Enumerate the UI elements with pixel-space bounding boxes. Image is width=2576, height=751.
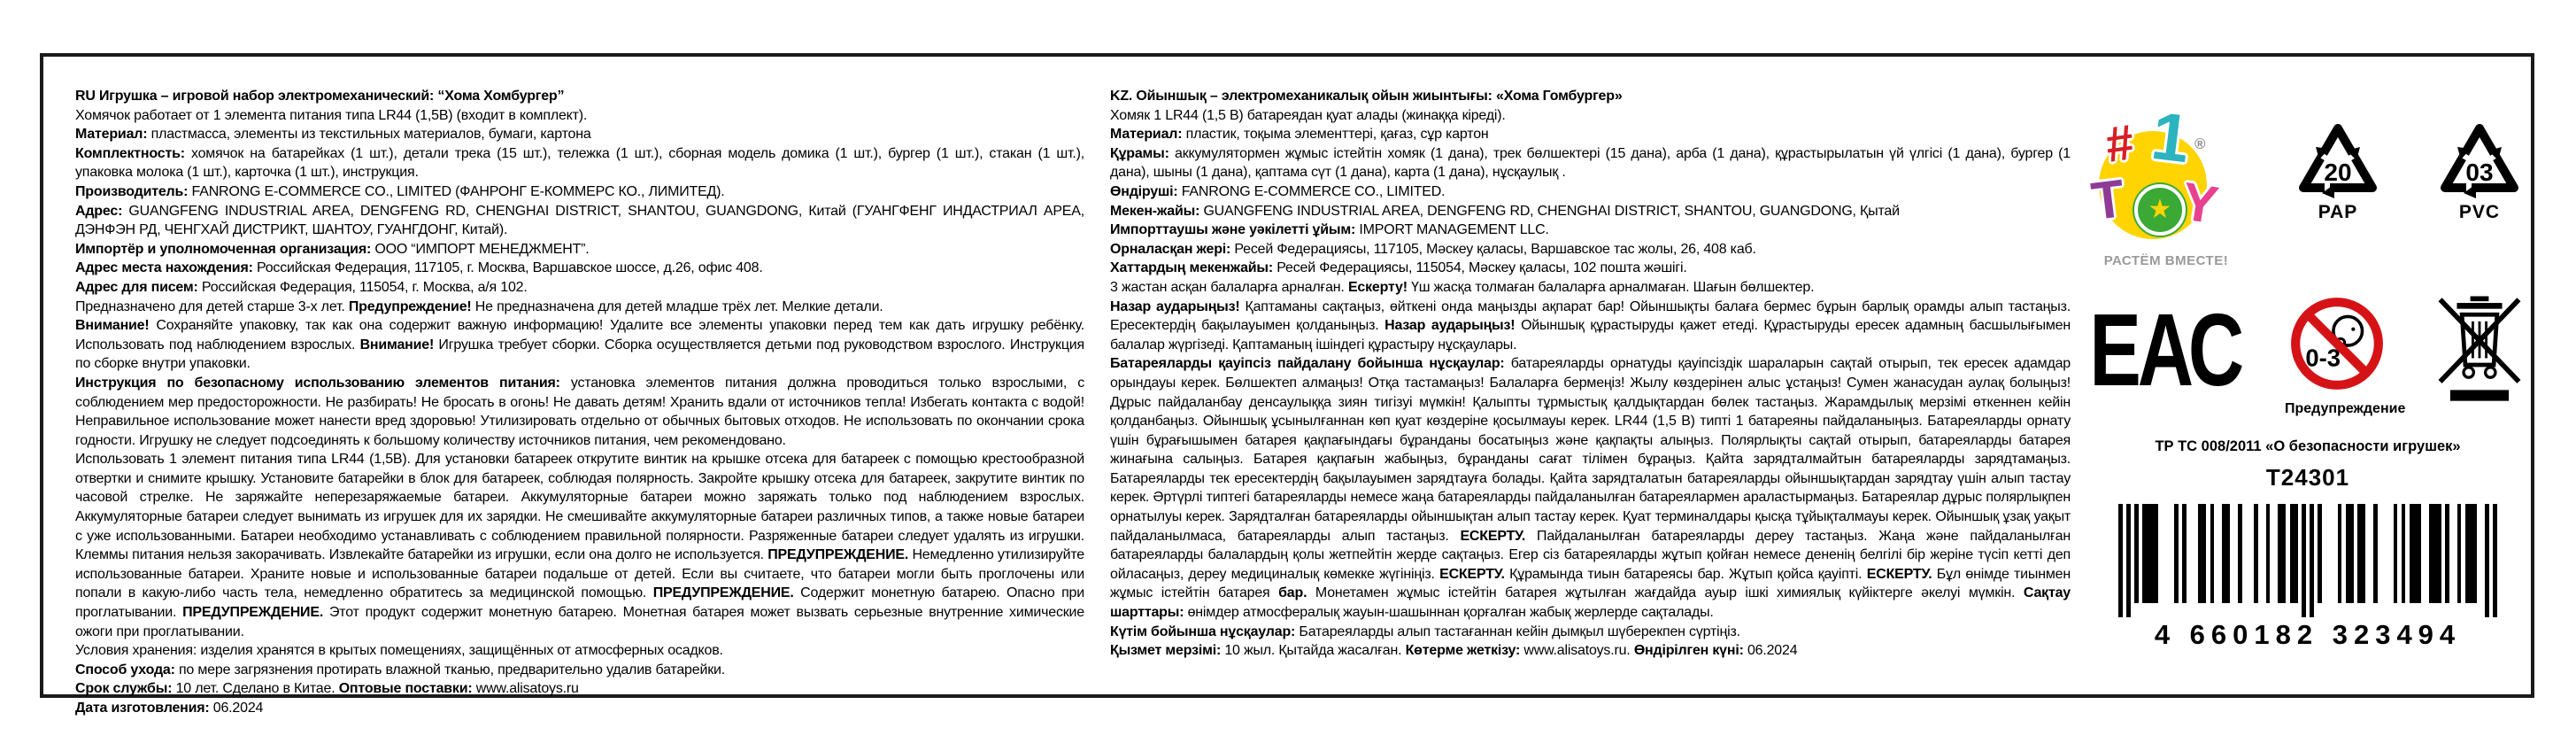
paragraph: Внимание! Сохраняйте упаковку, так как она содержит важную информацию! Удалите все элементы упаковки перед тем как дать игрушку ребёнку. Использовать под наблюдением взрослых. Внимание! Игрушка требует сборки. Сборка осуществляется детьми под руководством взрослого. Инструкция по сборке внутри упаковки. [75,318,1084,372]
logo-letter-t: T [2087,168,2128,231]
recycling-code: 20 [2324,159,2352,186]
paragraph: RU Игрушка – игровой набор электромеханический: “Хома Хомбургер” [75,89,565,104]
barcode-bars [2090,504,2526,617]
paragraph: Дата изготовления: 06.2024 [75,701,264,716]
paragraph: Хомяк 1 LR44 (1,5 В) батареядан қуат алады (жинаққа кіреді). [1110,107,1506,123]
paragraph: Құрамы: аккумулятормен жұмыс істейтін хомяк (1 дана), трек бөлшектері (15 дана), арба (1 дана), құрастырылатын үй үлгісі (1 дана), бургер (1 дана), шыны (1 дана), қаптама сүт (1 дана), карта (1 дана), нұсқаулық . [1110,145,2071,181]
paragraph: Импорттаушы және уәкілетті ұйым: IMPORT MANAGEMENT LLC. [1110,222,1549,238]
paragraph: Срок службы: 10 лет. Сделано в Китае. Оптовые поставки: www.alisatoys.ru [75,681,579,697]
certification-text: ТР ТС 008/2011 «О безопасности игрушек» [2155,438,2461,454]
recycling-mark-pvc [2433,122,2526,223]
paragraph: Предназначено для детей старше 3-х лет. Предупреждение! Не предназначена для детей младше трёх лет. Мелкие детали. [75,298,883,314]
logo-letter-y: Y [2178,171,2223,236]
barcode-bar [2493,504,2497,617]
eac-mark [2089,293,2241,408]
paragraph: Условия хранения: изделия хранятся в крытых помещениях, защищённых от атмосферных осадков. [75,643,723,659]
recycling-mark-pap [2292,122,2384,223]
article-number: Т24301 [2265,464,2350,491]
paragraph: Адрес: GUANGFENG INDUSTRIAL AREA, DENGFENG RD, CHENGHAI DISTRICT, SHANTOU, GUANGDONG, Китай (ГУАНГФЕНГ ИНДАСТРИАЛ АРЕА, ДЭНФЭН РД, ЧЕНГХАЙ ДИСТРИКТ, ШАНТОУ, ГУАНГДОНГ, Китай). [75,203,1084,238]
label-border [40,53,2534,716]
logo-one-glyph: 1 [2148,97,2194,178]
marks-row-bottom [2090,290,2526,417]
paragraph: Комплектность: хомячок на батарейках (1 шт.), детали трека (15 шт.), тележка (1 шт.), сборная модель домика (1 шт.), бургер (1 шт.), стакан (1 шт.), упаковка молока (1 шт.), карточка (1 шт.), инструкция. [75,145,1084,181]
ean13-barcode [2090,504,2526,651]
logo-caption: РАСТЁМ ВМЕСТЕ! [2103,253,2229,268]
marks-row-top [2087,97,2526,276]
age-0-3-prohibition-icon [2287,294,2387,393]
age-warning-caption: Предупреждение [2285,401,2406,416]
crossed-out-bin-icon [2433,290,2526,409]
paragraph: Способ ухода: по мере загрязнения протирать влажной тканью, предварительно удалив батарейки. [75,662,725,677]
barcode-digits: 4 660182 323494 [2154,619,2462,650]
paragraph: Хомячок работает от 1 элемента питания типа LR44 (1,5В) (входит в комплект). [75,107,588,123]
paragraph: Мекен-жайы: GUANGFENG INDUSTRIAL AREA, DENGFENG RD, CHENGHAI DISTRICT, SHANTOU, GUANGDONG, Қытай [1110,203,1900,219]
paragraph: Күтім бойынша нұсқаулар: Батареяларды алып тастағаннан кейін дымқыл шүберекпен сүртіңіз. [1110,623,1740,639]
marks-panel [2087,97,2526,651]
recycling-material: PAP [2318,202,2358,222]
age-warning-sign [2285,294,2406,417]
kz-text-column [1110,87,2071,661]
eac-letters: ЕАС [2089,293,2241,408]
paragraph: Адрес для писем: Российская Федерация, 115054, г. Москва, а/я 102. [75,279,528,295]
paragraph: Батареяларды қауіпсіз пайдалану бойынша нұсқаулар: батареяларды орнатуды қауіпсіздік шараларын сақтай отырып, тек ересек адамдар орындауы керек. Бөлшектеп алмаңыз! Отқа тастамаңыз! Балаларға бермеңіз! Жылу көздерінен алыс ұстаңыз! Сумен жанасудан аулақ болыңыз! Дұрыс пайдаланбау денсаулыққа зиян тигізуі мүмкін! Қалыпты тұрмыстық қалдықтардан бөлек тастаңыз. Жарамдылық мерзімі өткеннен кейін қолданбаңыз. Ойыншық ұсынылғаннан көп қуат көздеріне қосылмауы керек. LR44 (1,5 В) типті 1 батареяны пайдаланыңыз. Батареяларды орнату үшін бұрағышымен батарея қақпағындағы бұранданы босатыңыз және қақпақты алыңыз. Полярлықты сақтай отырып, батареяларды батарея жинағына салыңыз. Батарея қақпағын жабыңыз, бұранданы сағат тілімен бұраңыз. Қайта зарядталмайтын батареяларды зарядтамаңыз. Батареяларды тек ересектердің бақылауымен зарядтауға болады. Қайта зарядталатын батареяларды ойыншықтардан зарядтау үшін алып тастау керек. Әртүрлі типтегі батареяларды немесе жаңа батареяларды пайдаланылған батареялармен араластырмаңыз. Батареялар дұрыс полярлықпен орнатылуы керек. Зарядталған батареяларды ойыншықтан алып тастау керек. Қуат терминалдары қысқа тұйықталмауы керек. Ойыншық ұзақ уақыт пайдаланылмаса, батареяларды алып тастаңыз. ЕСКЕРТУ. Пайдаланылған батареяларды дереу тастаңыз. Жаңа және пайдаланылған батареяларды балалардың қолы жетпейтін жерде сақтаңыз. Егер сіз батареяларды жұтып қойған немесе дененің белгілі бір жеріне түсіп кетті деп ойласаңыз, дереу медициналық көмекке жүгініңіз. ЕСКЕРТУ. Құрамында тиын батареясы бар. Жұтып қойса қауіпті. ЕСКЕРТУ. Бұл өнімде тиынмен жұмыс істейтін батарея бар. Монетамен жұмыс істейтін батарея жұтылған жағдайда ауыр ішкі химиялық күйіктерге әкелуі мүмкін. Сақтау шарттары: өнімдер атмосфералық жауын-шашыннан қорғалған жабық жерлерде сақталады. [1110,356,2071,621]
paragraph: Орналасқан жері: Ресей Федерациясы, 117105, Мәскеу қаласы, Варшавское тас жолы, 26, 408 каб. [1110,241,1756,257]
paragraph: Материал: пластмасса, элементы из текстильных материалов, бумаги, картона [75,127,591,143]
paragraph: Инструкция по безопасному использованию элементов питания: установка элементов питания должна проводиться только взрослыми, с соблюдением мер предосторожности. Не разбирать! Не бросать в огонь! Не давать детям! Хранить вдали от источников тепла! Избегать контакта с водой! Неправильное использование может нанести вред здоровью! Утилизировать отдельно от обычных бытовых отходов. Не использовать по окончании срока годности. Игрушку не следует подсоединять к большому количеству источников питания, чем рекомендовано. [75,375,1084,448]
paragraph: Қызмет мерзімі: 10 жыл. Қытайда жасалған. Көтерме жеткізу: www.alisatoys.ru. Өндірілген күні: 06.2024 [1110,643,1798,659]
weee-mark [2433,290,2526,414]
paragraph: Адрес места нахождения: Российская Федерация, 117105, г. Москва, Варшавское шоссе, д.26, офис 408. [75,260,763,276]
ru-text-column [75,87,1084,718]
recycling-code: 03 [2465,159,2494,186]
paragraph: Использовать 1 элемент питания типа LR44 (1,5В). Для установки батареек открутите винтик на крышке отсека для батареек с помощью крестообразной отвертки и снимите крышку. Установите батарейки в блок для батареек, соблюдая полярность. Закройте крышку отсека для батареек, закрутите винтик по часовой стрелке. Не заряжайте неперезаряжаемые батареи. Аккумуляторные батареи можно заряжать только под наблюдением взрослых. Аккумуляторные батареи следует вынимать из игрушек для их зарядки. Не смешивайте аккумуляторные батареи различных типов, а также новые батареи с уже использованными. Батареи необходимо устанавливать с соблюдением правильной полярности. Разряженные батареи следует удалять из игрушки. Клеммы питания нельзя закорачивать. Извлекайте батарейки из игрушки, если она долго не используется. ПРЕДУПРЕЖДЕНИЕ. Немедленно утилизируйте использованные батареи. Храните новые и использованные батареи подальше от детей. Если вы считаете, что батареи могли быть проглочены или попали в какую-либо часть тела, немедленно обратитесь за медицинской помощью. ПРЕДУПРЕЖДЕНИЕ. Содержит монетную батарею. Опасно при проглатывании. ПРЕДУПРЕЖДЕНИЕ. Этот продукт содержит монетную батарею. Монетная батарея может вызвать серьезные внутренние химические ожоги при проглатывании. [75,452,1084,639]
paragraph: 3 жастан асқан балаларға арналған. Ескерту! Үш жасқа толмаған балаларға арналмаған. Шағын бөлшектер. [1110,279,1815,295]
recycling-material: PVC [2458,202,2501,222]
star-icon: ★ [2148,195,2172,224]
paragraph: Өндіруші: FANRONG E-COMMERCE CO., LIMITED. [1110,183,1446,199]
age-range-text: 0-3 [2305,344,2341,372]
number-one-toy-logo [2087,97,2242,276]
registered-trademark-icon: ® [2194,135,2206,152]
logo-hash-glyph: # [2102,113,2138,173]
paragraph: KZ. Ойыншық – электромеханикалық ойын жиынтығы: «Хома Гомбургер» [1110,89,1623,104]
recycling-triangle-icon [2294,122,2382,200]
paragraph: Материал: пластик, тоқыма элементтері, қағаз, сұр картон [1110,127,1489,143]
recycling-triangle-icon [2435,122,2524,200]
paragraph: Назар аударыңыз! Қаптаманы сақтаңыз, өйткені онда маңызды ақпарат бар! Ойыншықты балаға бермес бұрын барлық орамды алып тастаңыз. Ересектердің бақылауымен қолданыңыз. Назар аударыңыз! Ойыншық құрастыруды қажет етеді. Құрастыруды ересек адамның басшылығымен балалар жүргізеді. Қаптаманың ішіндегі құрастыру нұсқаулары. [1110,298,2071,352]
paragraph: Производитель: FANRONG E-COMMERCE CO., LIMITED (ФАНРОНГ Е-КОММЕРС КО., ЛИМИТЕД). [75,183,725,199]
paragraph: Хаттардың мекенжайы: Ресей Федерациясы, 115054, Мәскеу қаласы, 102 пошта жәшігі. [1110,260,1687,276]
paragraph: Импортёр и уполномоченная организация: ООО “ИМПОРТ МЕНЕДЖМЕНТ”. [75,241,590,257]
